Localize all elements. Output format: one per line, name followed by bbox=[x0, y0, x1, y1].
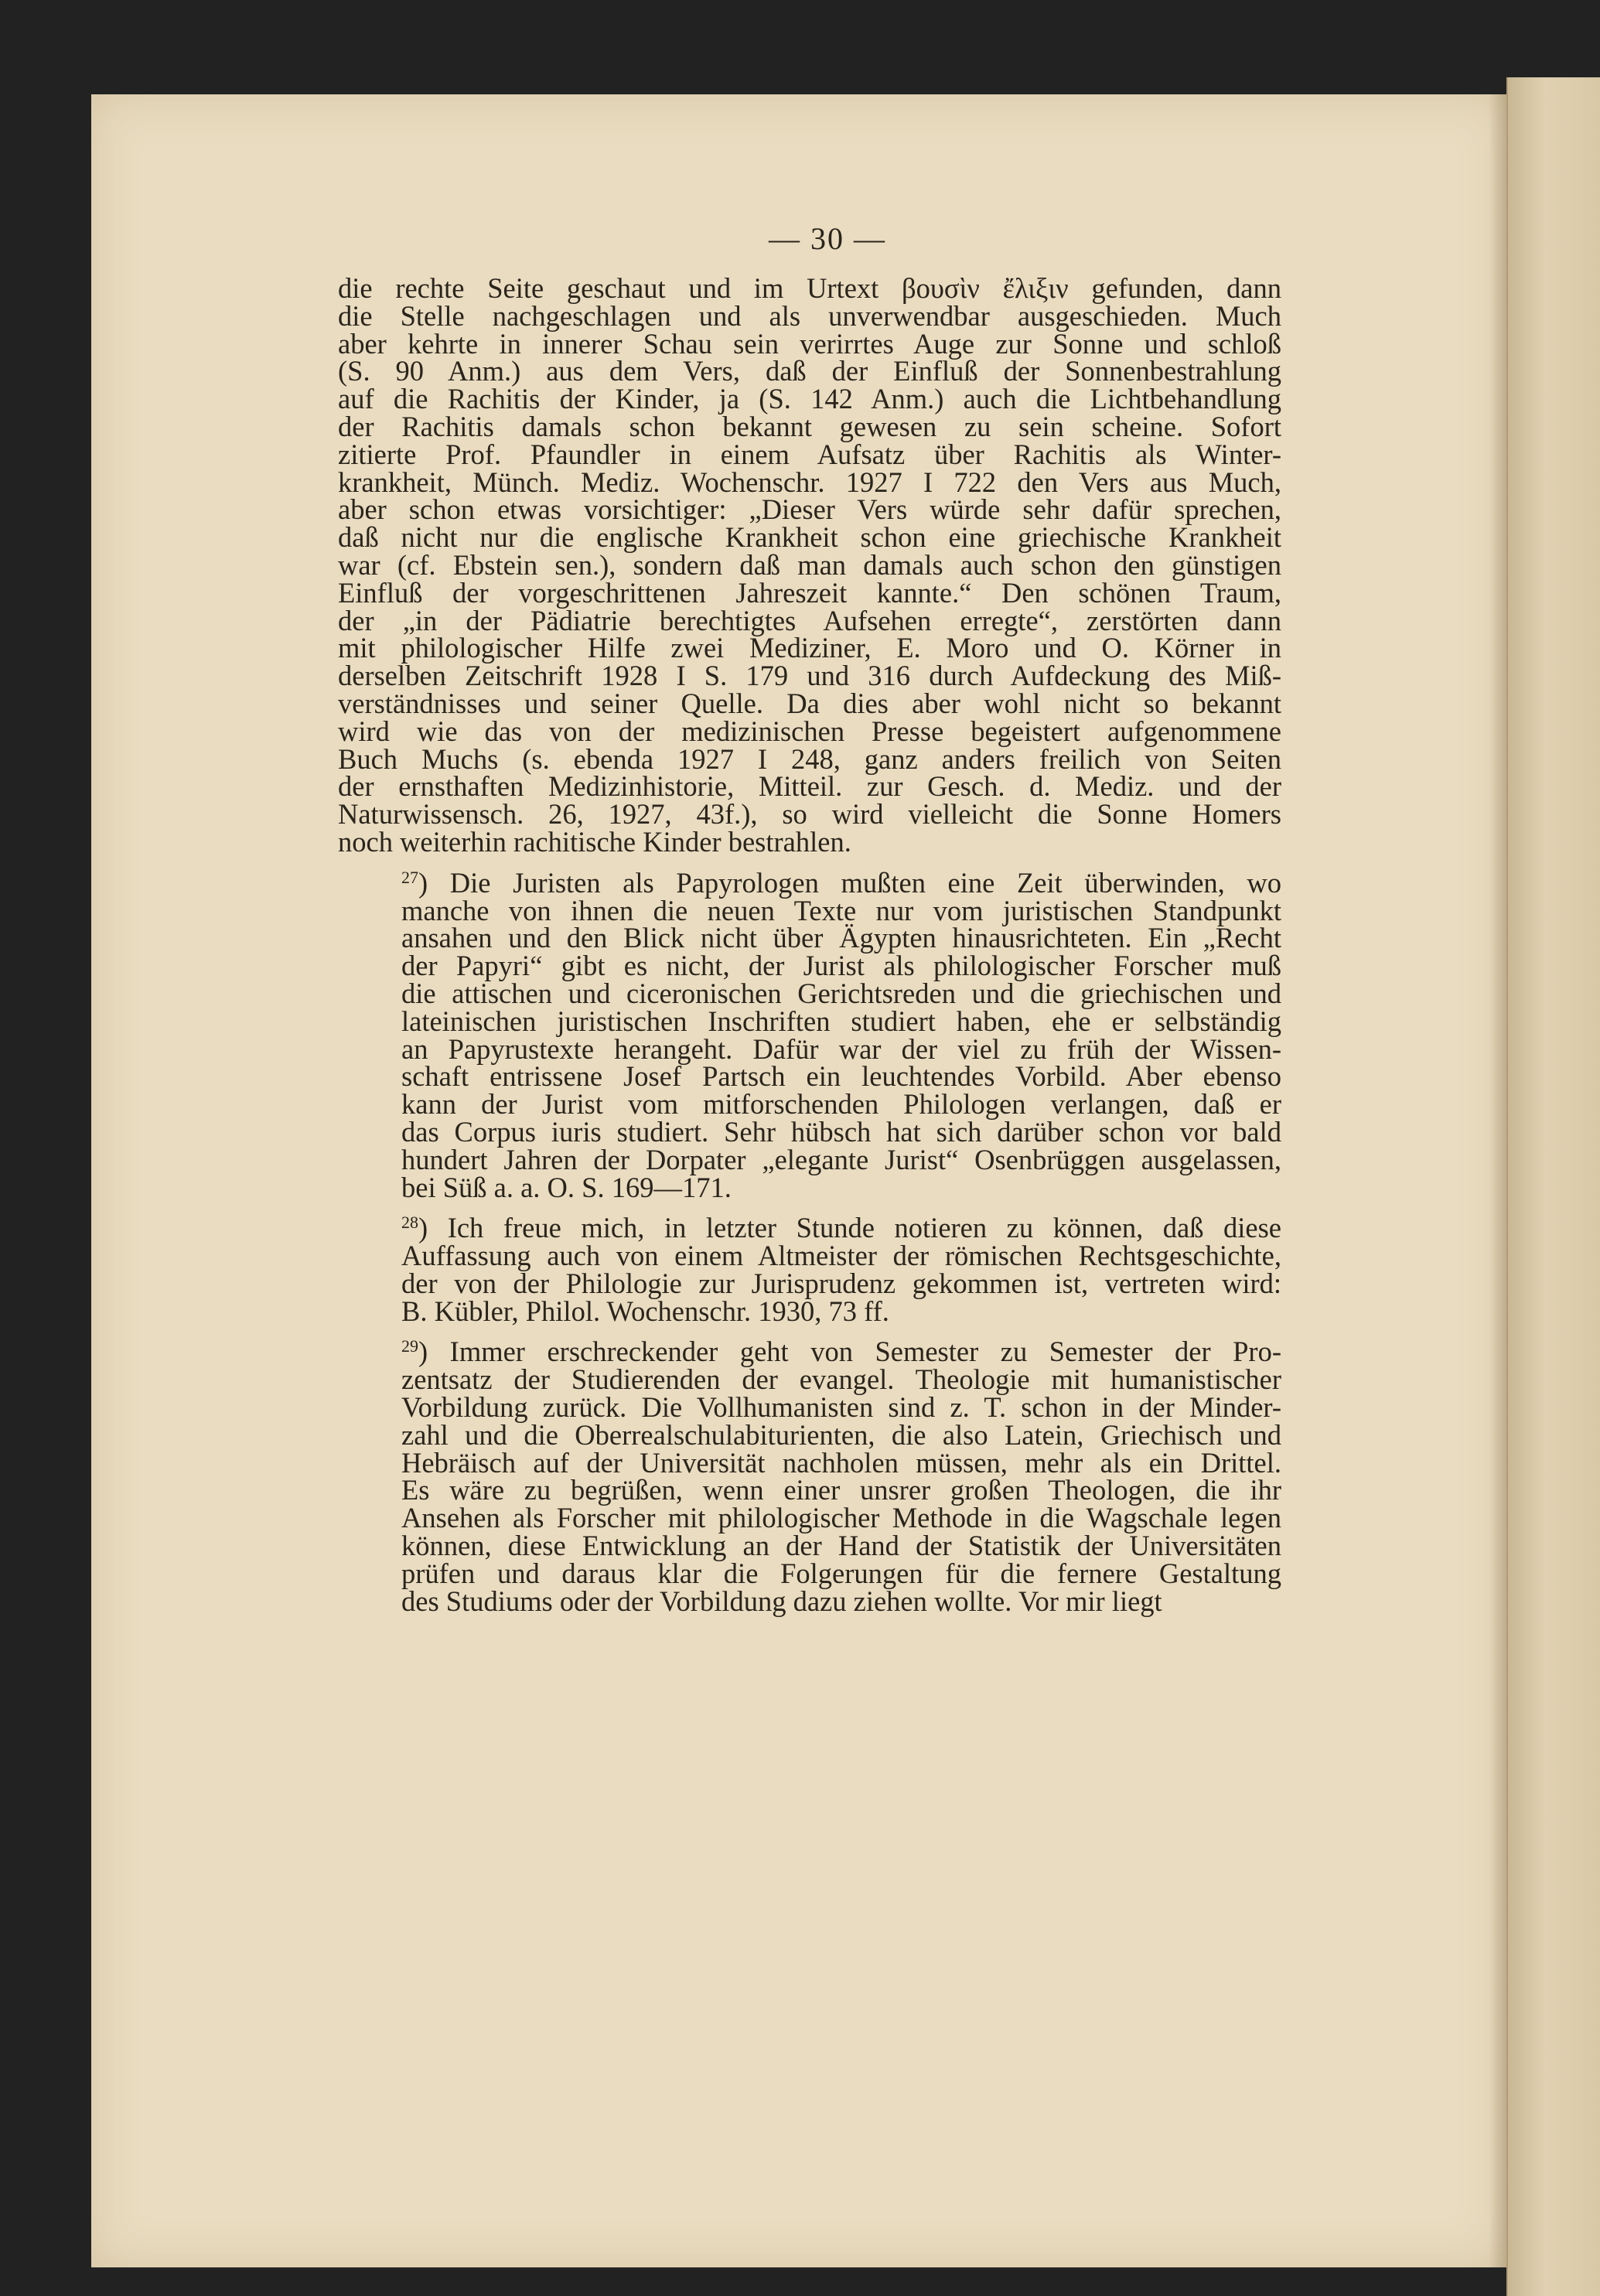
text-line: der ernsthaften Medizinhistorie, Mitteil. zur Gesch. d. Mediz. und der bbox=[338, 770, 1281, 803]
text-line: kann der Jurist vom mitforschenden Philologen verlangen, daß er bbox=[401, 1088, 1281, 1121]
text-line: verständnisses und seiner Quelle. Da dies aber wohl nicht so bekannt bbox=[338, 687, 1281, 719]
text-line: B. Kübler, Philol. Wochenschr. 1930, 73 ff. bbox=[401, 1295, 889, 1327]
body-text bbox=[338, 272, 1281, 1622]
text-line: lateinischen juristischen Inschriften studiert haben, ehe er selbständig bbox=[401, 1005, 1281, 1037]
text-line: noch weiterhin rachitische Kinder bestrahlen. bbox=[338, 825, 851, 858]
footnote-marker: 27 bbox=[401, 867, 418, 887]
text-line: Auffassung auch von einem Altmeister der römischen Rechtsgeschichte, bbox=[401, 1240, 1281, 1272]
footnote-text: ) Ich freue mich, in letzter Stunde notieren zu können, daß diese bbox=[418, 1212, 1281, 1244]
text-line: Es wäre zu begrüßen, wenn einer unsrer großen Theologen, die ihr bbox=[401, 1474, 1281, 1506]
footnote-marker: 29 bbox=[401, 1336, 418, 1356]
text-line: mit philologischer Hilfe zwei Mediziner, E. Moro und O. Körner in bbox=[338, 632, 1281, 664]
text-line: Buch Muchs (s. ebenda 1927 I 248, ganz anders freilich von Seiten bbox=[338, 742, 1281, 775]
text-line: Einfluß der vorgeschrittenen Jahreszeit kannte.“ Den schönen Traum, bbox=[338, 576, 1281, 609]
text-line: daß nicht nur die englische Krankheit schon eine griechische Krankheit bbox=[338, 521, 1281, 554]
text-line: aber kehrte in innerer Schau sein verirrtes Auge zur Sonne und schloß bbox=[338, 327, 1281, 360]
text-line: krankheit, Münch. Mediz. Wochenschr. 1927 I 722 den Vers aus Much, bbox=[338, 466, 1281, 498]
text-line: des Studiums oder der Vorbildung dazu ziehen wollte. Vor mir liegt bbox=[401, 1585, 1162, 1617]
footnote-27 bbox=[338, 864, 1281, 1202]
text-line: zitierte Prof. Pfaundler in einem Aufsatz über Rachitis als Winter- bbox=[338, 438, 1281, 470]
text-line: zentsatz der Studierenden der evangel. Theologie mit humanistischer bbox=[401, 1363, 1281, 1396]
text-line: Hebräisch auf der Universität nachholen müssen, mehr als ein Drittel. bbox=[401, 1446, 1281, 1479]
text-line: manche von ihnen die neuen Texte nur vom juristischen Standpunkt bbox=[401, 894, 1281, 926]
text-line: die Stelle nachgeschlagen und als unverwendbar ausgeschieden. Much bbox=[338, 299, 1281, 332]
text-line: zahl und die Oberrealschulabiturienten, die also Latein, Griechisch und bbox=[401, 1418, 1281, 1451]
text-line: wird wie das von der medizinischen Presse begeistert aufgenommene bbox=[338, 715, 1281, 747]
text-line: prüfen und daraus klar die Folgerungen für die fernere Gestaltung bbox=[401, 1557, 1281, 1589]
text-line: (S. 90 Anm.) aus dem Vers, daß der Einfluß der Sonnenbestrahlung bbox=[338, 355, 1281, 387]
text-line: Naturwissensch. 26, 1927, 43f.), so wird vielleicht die Sonne Homers bbox=[338, 798, 1281, 831]
text-line: können, diese Entwicklung an der Hand der Statistik der Universitäten bbox=[401, 1530, 1281, 1562]
text-line: der Rachitis damals schon bekannt gewesen zu sein scheine. Sofort bbox=[338, 410, 1281, 442]
paragraph bbox=[338, 272, 1281, 858]
text-line: derselben Zeitschrift 1928 I S. 179 und 316 durch Aufdeckung des Miß- bbox=[338, 660, 1281, 692]
text-line: aber schon etwas vorsichtiger: „Dieser Vers würde sehr dafür sprechen, bbox=[338, 493, 1281, 526]
text-line: an Papyrustexte herangeht. Dafür war der viel zu früh der Wissen- bbox=[401, 1032, 1281, 1065]
text-line: war (cf. Ebstein sen.), sondern daß man damals auch schon den günstigen bbox=[338, 548, 1281, 581]
text-line bbox=[338, 1209, 1281, 1242]
text-line: der von der Philologie zur Jurisprudenz gekommen ist, vertreten wird: bbox=[401, 1267, 1281, 1299]
text-line: Vorbildung zurück. Die Vollhumanisten sind z. T. schon in der Minder- bbox=[401, 1391, 1281, 1424]
text-line: hundert Jahren der Dorpater „elegante Jurist“ Osenbrüggen ausgelassen, bbox=[401, 1143, 1281, 1175]
text-line: der „in der Pädiatrie berechtigtes Aufsehen erregte“, zerstörten dann bbox=[338, 604, 1281, 636]
text-line: die attischen und ciceronischen Gerichtsreden und die griechischen und bbox=[401, 977, 1281, 1009]
text-line: das Corpus iuris studiert. Sehr hübsch hat sich darüber schon vor bald bbox=[401, 1115, 1281, 1148]
text-line: der Papyri“ gibt es nicht, der Jurist als philologischer Forscher muß bbox=[401, 950, 1281, 982]
text-line: schaft entrissene Josef Partsch ein leuchtendes Vorbild. Aber ebenso bbox=[401, 1060, 1281, 1093]
text-line bbox=[338, 1332, 1281, 1366]
footnote-marker: 28 bbox=[401, 1213, 418, 1233]
text-line: die rechte Seite geschaut und im Urtext βουσὶν ἔλιξιν gefunden, dann bbox=[338, 272, 1281, 304]
facing-page-edge bbox=[1506, 77, 1600, 2296]
footnote-text: ) Immer erschreckender geht von Semester zu Semester der Pro- bbox=[418, 1336, 1281, 1368]
text-line: ansahen und den Blick nicht über Ägypten hinausrichteten. Ein „Recht bbox=[401, 922, 1281, 954]
text-line: Ansehen als Forscher mit philologischer Methode in die Wagschale legen bbox=[401, 1502, 1281, 1534]
text-line: auf die Rachitis der Kinder, ja (S. 142 Anm.) auch die Lichtbehandlung bbox=[338, 383, 1281, 415]
footnote-text: ) Die Juristen als Papyrologen mußten eine Zeit überwinden, wo bbox=[418, 866, 1281, 899]
footnote-29 bbox=[338, 1332, 1281, 1615]
footnote-28 bbox=[338, 1209, 1281, 1325]
text-line bbox=[338, 864, 1281, 897]
text-line: bei Süß a. a. O. S. 169—171. bbox=[401, 1171, 732, 1203]
page-number: — 30 — bbox=[769, 221, 886, 256]
